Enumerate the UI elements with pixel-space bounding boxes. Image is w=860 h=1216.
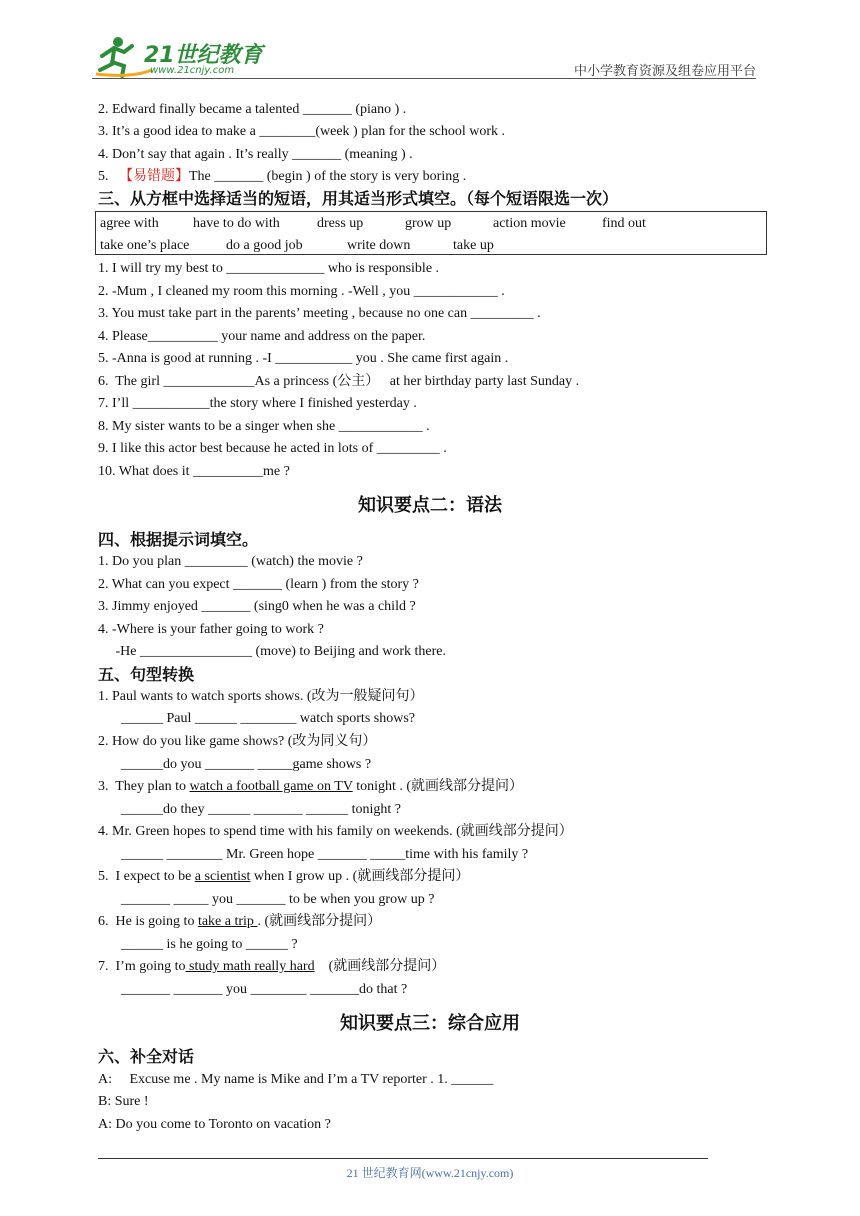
section-title-grammar: 知识要点二：语法 [358,495,502,516]
list-item: 10. What does it __________me ? [98,464,290,479]
list-item: 8. My sister wants to be a singer when she ____________ . [98,419,430,434]
question-text: when I grow up . (就画线部分提问） [250,869,470,884]
phrase: dress up [317,216,364,231]
question-text: (就画线部分提问） [314,959,446,974]
logo-url: www.21cnjy.com [150,65,235,76]
answer-line: _______ _____ you _______ to be when you grow up ? [121,892,435,907]
list-item [98,168,466,186]
phrase: action movie [493,216,566,231]
question-text: . (就画线部分提问） [257,914,382,929]
underlined-phrase: study math really hard [185,959,315,974]
question [98,913,381,931]
list-item: 3. Jimmy enjoyed _______ (sing0 when he was a child ? [98,599,416,614]
footer-divider [98,1158,708,1159]
phrase: grow up [405,216,452,231]
answer-line: _______ _______ you ________ _______do that ? [121,982,408,997]
item-text: The _______ (begin ) of the story is very boring . [189,169,467,184]
question [98,778,523,796]
answer-line: ______do they ______ _______ ______ tonight ? [121,802,401,817]
answer-line: ______ ________ Mr. Green hope _______ _____time with his family ? [121,847,529,862]
question-text: 5. I expect to be [98,869,195,884]
list-item: 5. -Anna is good at running . -I ___________ you . She came first again . [98,351,509,366]
header-divider [92,78,756,79]
list-item: 6. The girl _____________As a princess (公主） at her birthday party last Sunday . [98,374,580,389]
logo-text: 21世纪教育 [144,43,263,68]
tricky-question-tag: 【易错题】 [119,169,189,184]
question [98,958,445,976]
list-item: 1. I will try my best to ______________ who is responsible . [98,261,440,276]
question: 1. Paul wants to watch sports shows. (改为一般疑问句） [98,689,424,704]
site-logo [92,34,262,80]
underlined-phrase: watch a football game on TV [189,779,353,794]
dialogue-line: A: Do you come to Toronto on vacation ? [98,1117,331,1132]
list-item: 2. -Mum , I cleaned my room this morning . -Well , you ____________ . [98,284,505,299]
answer-line: ______ is he going to ______ ? [121,937,298,952]
question: 2. How do you like game shows? (改为同义句） [98,734,377,749]
list-item: 7. I’ll ___________the story where I finished yesterday . [98,396,417,411]
dialogue-line: B: Sure ! [98,1094,149,1109]
phrase: do a good job [226,238,303,253]
platform-tagline: 中小学教育资源及组卷应用平台 [573,64,756,79]
phrase-box [95,211,767,255]
question [98,868,469,886]
dialogue-line: A: Excuse me . My name is Mike and I’m a TV reporter . 1. ______ [98,1072,494,1087]
underlined-phrase: take a trip [197,914,258,929]
footer-text: 21 世纪教育网(www.21cnjy.com) [346,1166,514,1180]
question-text: 7. I’m going to [98,959,186,974]
question-text: tonight . (就画线部分提问） [352,779,524,794]
question-text: 3. They plan to [98,779,190,794]
list-item: 1. Do you plan _________ (watch) the movie ? [98,554,363,569]
section-heading-6: 六、补全对话 [98,1047,195,1066]
answer-line: ______do you _______ _____game shows ? [121,757,372,772]
list-item: 3. You must take part in the parents’ meeting , because no one can _________ . [98,306,541,321]
phrase: find out [602,216,646,231]
phrase: have to do with [193,216,280,231]
phrase: take one’s place [100,238,190,253]
item-number: 5. [98,169,119,184]
phrase: take up [453,238,494,253]
list-item: 4. -Where is your father going to work ? [98,622,324,637]
phrase: agree with [100,216,159,231]
list-item: 3. It’s a good idea to make a ________(week ) plan for the school work . [98,124,506,139]
underlined-phrase: a scientist [194,869,251,884]
list-item: 4. Don’t say that again . It’s really _______ (meaning ) . [98,147,413,162]
list-item: -He ________________ (move) to Beijing and work there. [98,644,446,659]
section-heading-5: 五、句型转换 [98,665,195,684]
question: 4. Mr. Green hopes to spend time with his family on weekends. (就画线部分提问） [98,824,573,839]
list-item: 9. I like this actor best because he acted in lots of _________ . [98,441,447,456]
list-item: 2. What can you expect _______ (learn ) from the story ? [98,577,419,592]
section-title-application: 知识要点三：综合应用 [340,1013,520,1034]
phrase: write down [347,238,411,253]
list-item: 4. Please__________ your name and address on the paper. [98,329,426,344]
list-item: 2. Edward finally became a talented _______ (piano ) . [98,102,407,117]
answer-line: ______ Paul ______ ________ watch sports shows? [121,711,415,726]
question-text: 6. He is going to [98,914,198,929]
section-heading-3: 三、从方框中选择适当的短语，用其适当形式填空。（每个短语限选一次） [98,189,619,208]
section-heading-4: 四、根据提示词填空。 [98,530,259,549]
